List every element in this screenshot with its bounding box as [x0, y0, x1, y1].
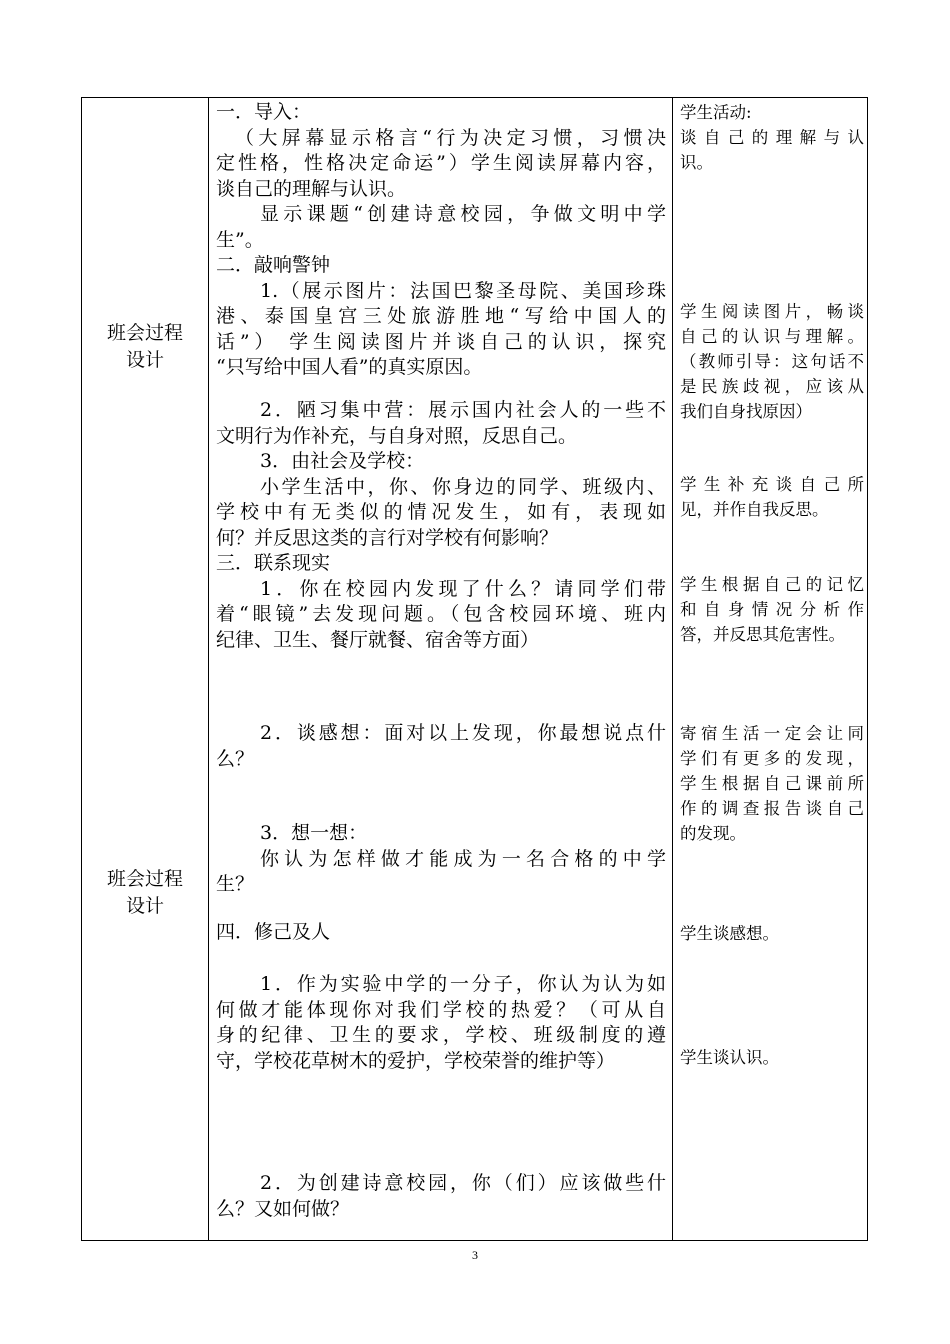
text-line: 2．为创建诗意校园，你（们）应该做些什 — [260, 1172, 666, 1194]
section-title: 三．联系现实 — [216, 552, 331, 574]
text-line: 学生补充谈自己所 — [680, 475, 864, 494]
text-line: 显示课题“创建诗意校园，争做文明中学 — [260, 203, 666, 225]
activity-share-feelings — [680, 921, 864, 946]
text-line: 生？ — [216, 873, 255, 895]
activity-boarding-findings — [680, 721, 864, 846]
text-line: 和自身情况分析作 — [680, 600, 864, 619]
activity-intro — [680, 100, 864, 175]
section-intro — [216, 100, 666, 253]
row-label-process-design — [82, 320, 208, 374]
text-line: 答，并反思其危害性。 — [680, 625, 845, 644]
text-line: 2．陋习集中营：展示国内社会人的一些不 — [260, 399, 666, 421]
page-number: 3 — [472, 1248, 478, 1262]
text-line: 文明行为作补充，与自身对照，反思自己。 — [216, 424, 578, 447]
lesson-plan-table — [81, 97, 868, 1241]
section-title: 一．导入： — [216, 101, 312, 123]
text-line: 么？又如何做？ — [216, 1197, 350, 1220]
text-line: 守，学校花草树木的爱护，学校荣誉的维护等） — [216, 1049, 616, 1072]
text-line: “只写给中国人看”的真实原因。 — [216, 356, 483, 378]
text-line: 谈自己的理解与认 — [680, 128, 864, 147]
text-line: （教师引导：这句话不 — [680, 352, 864, 371]
column-divider — [672, 98, 673, 1240]
text-line: 生”。 — [216, 228, 264, 251]
activity-self-reflection — [680, 472, 864, 522]
text-line: 1．你在校园内发现了什么？请同学们带 — [260, 577, 666, 600]
section-title: 四．修己及人 — [216, 921, 331, 943]
row-label-line: 设计 — [125, 895, 164, 917]
text-line: 着“眼镜”去发现问题。（包含校园环境、班内 — [216, 603, 666, 625]
text-line: 话”） 学生阅读图片并谈自己的认识，探究 — [216, 330, 666, 353]
text-line: 是民族歧视，应该从 — [680, 377, 864, 396]
text-line: 我们自身找原因） — [680, 402, 812, 421]
section-warning — [216, 253, 666, 381]
text-line: 谈自己的理解与认识。 — [216, 177, 407, 200]
text-line: 学生根据自己的记忆 — [680, 575, 864, 594]
text-line: 见，并作自我反思。 — [680, 500, 829, 519]
text-line: 学生谈认识。 — [680, 1048, 779, 1067]
text-line: 学生根据自己课前所 — [680, 774, 864, 793]
text-line: 定性格，性格决定命运”）学生阅读屏幕内容， — [216, 152, 666, 174]
activity-memory-analysis — [680, 572, 864, 647]
activity-title: 学生活动: — [680, 103, 752, 122]
section-title: 二．敲响警钟 — [216, 254, 331, 276]
item-school-love — [216, 972, 666, 1074]
text-line: 你认为怎样做才能成为一名合格的中学 — [260, 847, 666, 870]
item-bad-habits — [216, 398, 666, 653]
item-title: 3．由社会及学校： — [260, 450, 425, 472]
text-line: 学们有更多的发现， — [680, 749, 864, 768]
item-build-campus — [216, 1171, 666, 1222]
text-line: 何做才能体现你对我们学校的热爱？（可从自 — [216, 998, 666, 1021]
text-line: 2．谈感想：面对以上发现，你最想说点什 — [260, 722, 666, 744]
text-line: 么？ — [216, 747, 255, 770]
row-label-line: 班会过程 — [106, 322, 183, 344]
activity-share-understanding — [680, 1045, 864, 1070]
row-label-process-design — [82, 866, 208, 920]
text-line: 1．作为实验中学的一分子，你认为认为如 — [260, 973, 666, 995]
item-thoughts — [216, 721, 666, 772]
text-line: 学生阅读图片，畅谈 — [680, 302, 864, 321]
text-line: 学校中有无类似的情况发生，如有，表现如 — [216, 501, 666, 523]
column-divider — [208, 98, 209, 1240]
section-self-improvement — [216, 920, 666, 946]
text-line: 作的调查报告谈自己 — [680, 799, 864, 818]
row-label-line: 班会过程 — [106, 868, 183, 890]
item-title: 3．想一想： — [260, 822, 368, 844]
text-line: 纪律、卫生、餐厅就餐、宿舍等方面） — [216, 628, 540, 651]
row-label-line: 设计 — [125, 349, 164, 371]
text-line: 小学生活中，你、你身边的同学、班级内、 — [260, 475, 666, 498]
text-line: 自己的认识与理解。 — [680, 327, 864, 346]
text-line: 身的纪律、卫生的要求，学校、班级制度的遵 — [216, 1024, 666, 1046]
text-line: 识。 — [680, 153, 713, 172]
text-line: 港、泰国皇宫三处旅游胜地“写给中国人的 — [216, 305, 666, 327]
text-line: 学生谈感想。 — [680, 924, 779, 943]
text-line: 的发现。 — [680, 824, 746, 843]
text-line: 寄宿生活一定会让同 — [680, 724, 864, 743]
text-line: 1.（展示图片：法国巴黎圣母院、美国珍珠 — [260, 279, 666, 302]
item-reflect — [216, 821, 666, 898]
text-line: 何？并反思这类的言行对学校有何影响？ — [216, 526, 559, 549]
activity-picture-discussion — [680, 299, 864, 424]
text-line: （大屏幕显示格言“行为决定习惯，习惯决 — [235, 126, 666, 149]
